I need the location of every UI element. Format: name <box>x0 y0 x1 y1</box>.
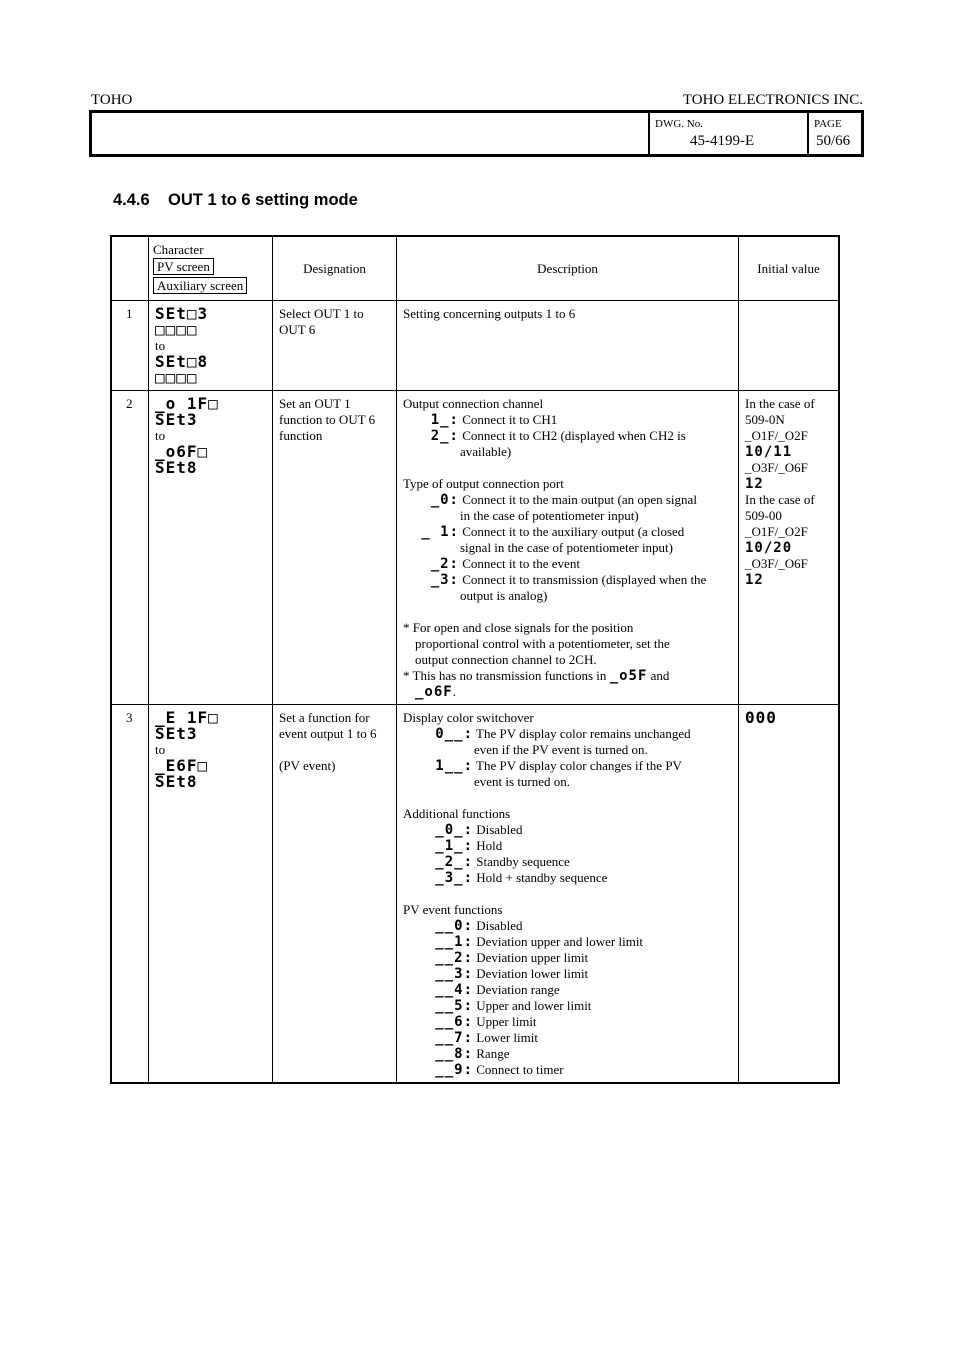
desc-text: Deviation range <box>476 982 560 997</box>
desc-text: The PV display color remains unchanged <box>476 726 691 741</box>
description-cell: Setting concerning outputs 1 to 6 <box>403 306 576 321</box>
note-text: * For open and close signals for the position <box>403 620 634 635</box>
initial-code: 10/11 <box>745 444 793 460</box>
code-glyph: __1: <box>435 934 473 950</box>
desc-item <box>403 822 738 838</box>
designation-line: function to OUT 6 <box>279 412 376 427</box>
code-glyph: _3: <box>430 572 459 588</box>
note-text: proportional control with a potentiometer, set the <box>415 636 670 651</box>
header-description: Description <box>537 261 598 276</box>
desc-text: Hold <box>476 838 503 853</box>
col-divider <box>148 237 149 1082</box>
desc-item <box>403 950 738 966</box>
code-glyph: __4: <box>435 982 473 998</box>
designation-cell <box>279 306 364 338</box>
dwg-label: DWG. No. <box>655 118 703 130</box>
desc-text: Deviation upper limit <box>476 950 589 965</box>
aux-code: SEt8 <box>155 458 198 477</box>
desc-item <box>403 556 738 572</box>
code-glyph: __3: <box>435 966 473 982</box>
designation-cell <box>279 710 377 774</box>
header-company-full: TOHO ELECTRONICS INC. <box>682 92 863 108</box>
desc-text: Disabled <box>476 822 523 837</box>
code-glyph: __0: <box>435 918 473 934</box>
dwg-number: 45-4199-E <box>690 133 755 149</box>
code-glyph: _ 1: <box>421 524 459 540</box>
aux-code: SEt3 <box>155 724 198 743</box>
code-glyph: _o6F <box>415 684 453 700</box>
desc-item <box>403 428 738 444</box>
to-label: to <box>155 338 166 353</box>
desc-text: Connect it to CH2 (displayed when CH2 is <box>462 428 686 443</box>
designation-line: event output 1 to 6 <box>279 726 377 741</box>
desc-item <box>403 838 738 854</box>
initial-text: In the case of <box>745 396 815 411</box>
row-divider <box>112 704 838 705</box>
desc-item <box>403 854 738 870</box>
code-glyph: 2_: <box>430 428 459 444</box>
initial-text: In the case of <box>745 492 815 507</box>
initial-text: _O1F/_O2F <box>745 428 808 443</box>
pv-code: _o6F□ <box>155 442 209 461</box>
desc-heading: Output connection channel <box>403 396 544 411</box>
initial-text: 509-00 <box>745 508 782 523</box>
character-label: Character <box>153 242 204 257</box>
code-glyph: __5: <box>435 998 473 1014</box>
col-divider <box>738 237 739 1082</box>
character-cell <box>155 710 219 790</box>
code-glyph: _2: <box>430 556 459 572</box>
initial-text: _O1F/_O2F <box>745 524 808 539</box>
code-glyph: _0_: <box>435 822 473 838</box>
desc-text: Lower limit <box>476 1030 538 1045</box>
initial-code: 12 <box>745 572 764 588</box>
desc-text: in the case of potentiometer input) <box>460 508 639 523</box>
note-text: * This has no transmission functions in <box>403 668 607 683</box>
description-cell <box>403 710 738 1078</box>
initial-text: _O3F/_O6F <box>745 460 808 475</box>
col-divider <box>396 237 397 1082</box>
desc-text: Hold + standby sequence <box>476 870 608 885</box>
desc-item <box>403 982 738 998</box>
desc-item <box>403 492 738 508</box>
desc-text: Upper limit <box>476 1014 537 1029</box>
header-character <box>153 242 247 294</box>
code-glyph: 1_: <box>430 412 459 428</box>
header-designation: Designation <box>303 261 366 276</box>
designation-line: OUT 6 <box>279 322 316 337</box>
designation-cell <box>279 396 375 444</box>
character-cell <box>155 306 208 386</box>
desc-text: Connect to timer <box>476 1062 564 1077</box>
desc-text: Connect it to the main output (an open signal <box>462 492 697 507</box>
aux-code: □□□□ <box>155 320 198 339</box>
row-number: 3 <box>126 710 133 725</box>
pv-screen-label: PV screen <box>153 258 214 275</box>
to-label: to <box>155 742 166 757</box>
desc-text: signal in the case of potentiometer input) <box>460 540 673 555</box>
settings-table <box>110 235 840 1084</box>
aux-screen-label: Auxiliary screen <box>153 277 247 294</box>
section-title: 4.4.6 OUT 1 to 6 setting mode <box>113 191 358 209</box>
pv-code: _E 1F□ <box>155 708 219 727</box>
code-glyph: _2_: <box>435 854 473 870</box>
desc-text: The PV display color changes if the PV <box>476 758 682 773</box>
initial-code: 12 <box>745 476 764 492</box>
page-number: 50/66 <box>816 133 851 149</box>
header-initial-value: Initial value <box>757 261 820 276</box>
pv-code: _o 1F□ <box>155 394 219 413</box>
designation-line: Select OUT 1 to <box>279 306 364 321</box>
desc-text: Standby sequence <box>476 854 570 869</box>
desc-text: Deviation upper and lower limit <box>476 934 644 949</box>
to-label: to <box>155 428 166 443</box>
aux-code: □□□□ <box>155 368 198 387</box>
divider <box>807 113 809 154</box>
code-glyph: __6: <box>435 1014 473 1030</box>
code-glyph: _o5F <box>609 668 648 684</box>
designation-line: Set a function for <box>279 710 370 725</box>
row-number: 1 <box>126 306 133 321</box>
desc-item <box>403 412 738 428</box>
desc-item <box>403 1030 738 1046</box>
desc-text: available) <box>460 444 512 459</box>
pv-code: SEt□8 <box>155 352 209 371</box>
col-divider <box>272 237 273 1082</box>
desc-text: Connect it to the event <box>462 556 580 571</box>
desc-text: Connect it to the auxiliary output (a closed <box>462 524 685 539</box>
desc-text: Connect it to transmission (displayed when the <box>462 572 707 587</box>
divider <box>648 113 650 154</box>
aux-code: SEt3 <box>155 410 198 429</box>
initial-text: 509-0N <box>745 412 785 427</box>
desc-text: output is analog) <box>460 588 548 603</box>
code-glyph: 0__: <box>435 726 473 742</box>
desc-heading: PV event functions <box>403 902 503 917</box>
designation-line: (PV event) <box>279 758 336 773</box>
desc-item <box>403 918 738 934</box>
drawing-info-box <box>89 110 864 157</box>
desc-item <box>403 1014 738 1030</box>
desc-text: Range <box>476 1046 510 1061</box>
desc-text: Connect it to CH1 <box>462 412 558 427</box>
initial-value-cell <box>745 396 815 588</box>
desc-item <box>403 726 738 742</box>
note-text: . <box>452 684 456 699</box>
code-glyph: _3_: <box>435 870 473 886</box>
desc-text: Deviation lower limit <box>476 966 589 981</box>
designation-line: function <box>279 428 323 443</box>
initial-text: _O3F/_O6F <box>745 556 808 571</box>
desc-text: event is turned on. <box>474 774 571 789</box>
desc-item <box>403 524 738 540</box>
row-divider <box>112 390 838 391</box>
note-text <box>403 668 738 684</box>
aux-code: SEt8 <box>155 772 198 791</box>
desc-item <box>403 934 738 950</box>
desc-heading: Additional functions <box>403 806 511 821</box>
row-number: 2 <box>126 396 133 411</box>
desc-item <box>403 998 738 1014</box>
desc-item <box>403 870 738 886</box>
desc-item <box>403 1046 738 1062</box>
desc-item <box>403 1062 738 1078</box>
note-text: output connection channel to 2CH. <box>415 652 597 667</box>
pv-code: _E6F□ <box>155 756 209 775</box>
code-glyph: __8: <box>435 1046 473 1062</box>
header-company-short: TOHO <box>91 92 133 108</box>
note-text: and <box>650 668 670 683</box>
code-glyph: __2: <box>435 950 473 966</box>
code-glyph: __7: <box>435 1030 473 1046</box>
row-divider <box>112 300 838 301</box>
code-glyph: 1__: <box>435 758 473 774</box>
desc-item <box>403 758 738 774</box>
desc-text: Upper and lower limit <box>476 998 592 1013</box>
pv-code: SEt□3 <box>155 304 209 323</box>
designation-line: Set an OUT 1 <box>279 396 351 411</box>
description-cell <box>403 396 738 700</box>
code-glyph: __9: <box>435 1062 473 1078</box>
code-glyph: _1_: <box>435 838 473 854</box>
desc-item <box>403 572 738 588</box>
desc-heading: Display color switchover <box>403 710 534 725</box>
desc-text: even if the PV event is turned on. <box>474 742 648 757</box>
desc-item <box>403 966 738 982</box>
character-cell <box>155 396 219 476</box>
desc-heading: Type of output connection port <box>403 476 564 491</box>
initial-value-cell: 000 <box>745 708 777 727</box>
page-label: PAGE <box>814 118 842 130</box>
desc-text: Disabled <box>476 918 523 933</box>
code-glyph: _0: <box>430 492 459 508</box>
initial-code: 10/20 <box>745 540 793 556</box>
